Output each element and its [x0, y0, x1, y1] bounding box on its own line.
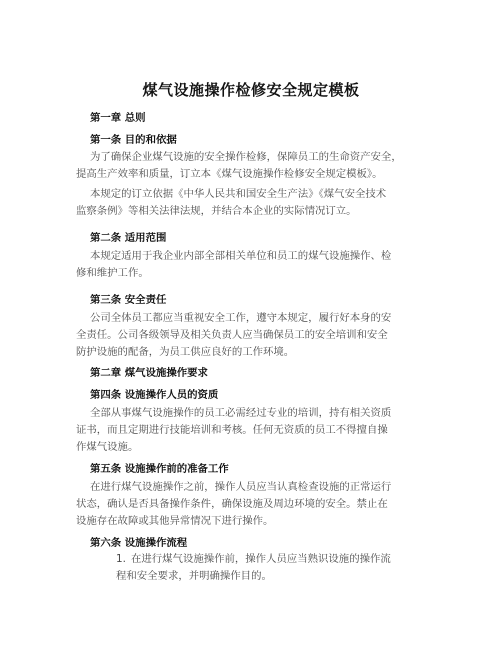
text-line: 全部从事煤气设施操作的员工必需经过专业的培训，持有相关资质: [90, 407, 392, 419]
article-2-heading: 第二条 适用范围: [90, 232, 167, 244]
text-line: 公司全体员工都应当重视安全工作，遵守本规定，履行好本身的安: [90, 312, 392, 324]
text-line: 程和安全要求，并明确操作目的。: [116, 570, 272, 582]
article-5-heading: 第五条 设施操作前的准备工作: [90, 463, 229, 475]
article-2-paragraph-1: [76, 248, 392, 282]
text-line: 在进行煤气设施操作之前，操作人员应当认真检查设施的正常运行: [90, 481, 392, 493]
list-item-number: 1.: [116, 553, 126, 565]
text-line: 提高生产效率和质量，订立本《煤气设施操作检修安全规定模板》。: [76, 168, 383, 180]
text-line: 为了确保企业煤气设施的安全操作检修，保障员工的生命资产安全，: [90, 151, 402, 163]
article-6-list-item-1: [116, 551, 391, 585]
article-4-heading: 第四条 设施操作人员的资质: [90, 389, 219, 401]
article-1-paragraph-1: [76, 149, 402, 183]
text-line: 修和维护工作。: [76, 267, 149, 279]
article-6-heading: 第六条 设施操作流程: [90, 537, 188, 549]
article-1-heading: 第一条 目的和依据: [90, 134, 177, 146]
chapter-1-heading: 第一章 总则: [90, 112, 146, 124]
text-line: 证书，而且定期进行技能培训和考核。任何无资质的员工不得擅自操: [76, 424, 388, 436]
text-line: 本规定的订立依据《中华人民共和国安全生产法》《煤气安全技术: [90, 188, 387, 200]
text-line: 在进行煤气设施操作前，操作人员应当熟识设施的操作流: [131, 553, 391, 565]
text-line: 作煤气设施。: [76, 441, 139, 453]
chapter-2-heading: 第二章 煤气设施操作要求: [90, 367, 208, 379]
article-1-paragraph-2: [76, 186, 387, 220]
text-line: 监察条例》等相关法律法规，并结合本企业的实际情况订立。: [76, 205, 357, 217]
document-title: 煤气设施操作检修安全规定模板: [142, 81, 360, 99]
text-line: 全责任。公司各级领导及相关负责人应当确保员工的安全培训和安全: [76, 329, 388, 341]
text-line: 设施存在故障或其他异常情况下进行操作。: [76, 515, 274, 527]
text-line: 状态，确认是否具备操作条件，确保设施及周边环境的安全。禁止在: [76, 498, 388, 510]
article-4-paragraph-1: [76, 405, 392, 456]
article-3-heading: 第三条 安全责任: [90, 294, 167, 306]
text-line: 本规定适用于我企业内部全部相关单位和员工的煤气设施操作、检: [90, 250, 392, 262]
text-line: 防护设施的配备，为员工供应良好的工作环境。: [76, 346, 295, 358]
article-5-paragraph-1: [76, 479, 392, 530]
article-3-paragraph-1: [76, 310, 392, 361]
